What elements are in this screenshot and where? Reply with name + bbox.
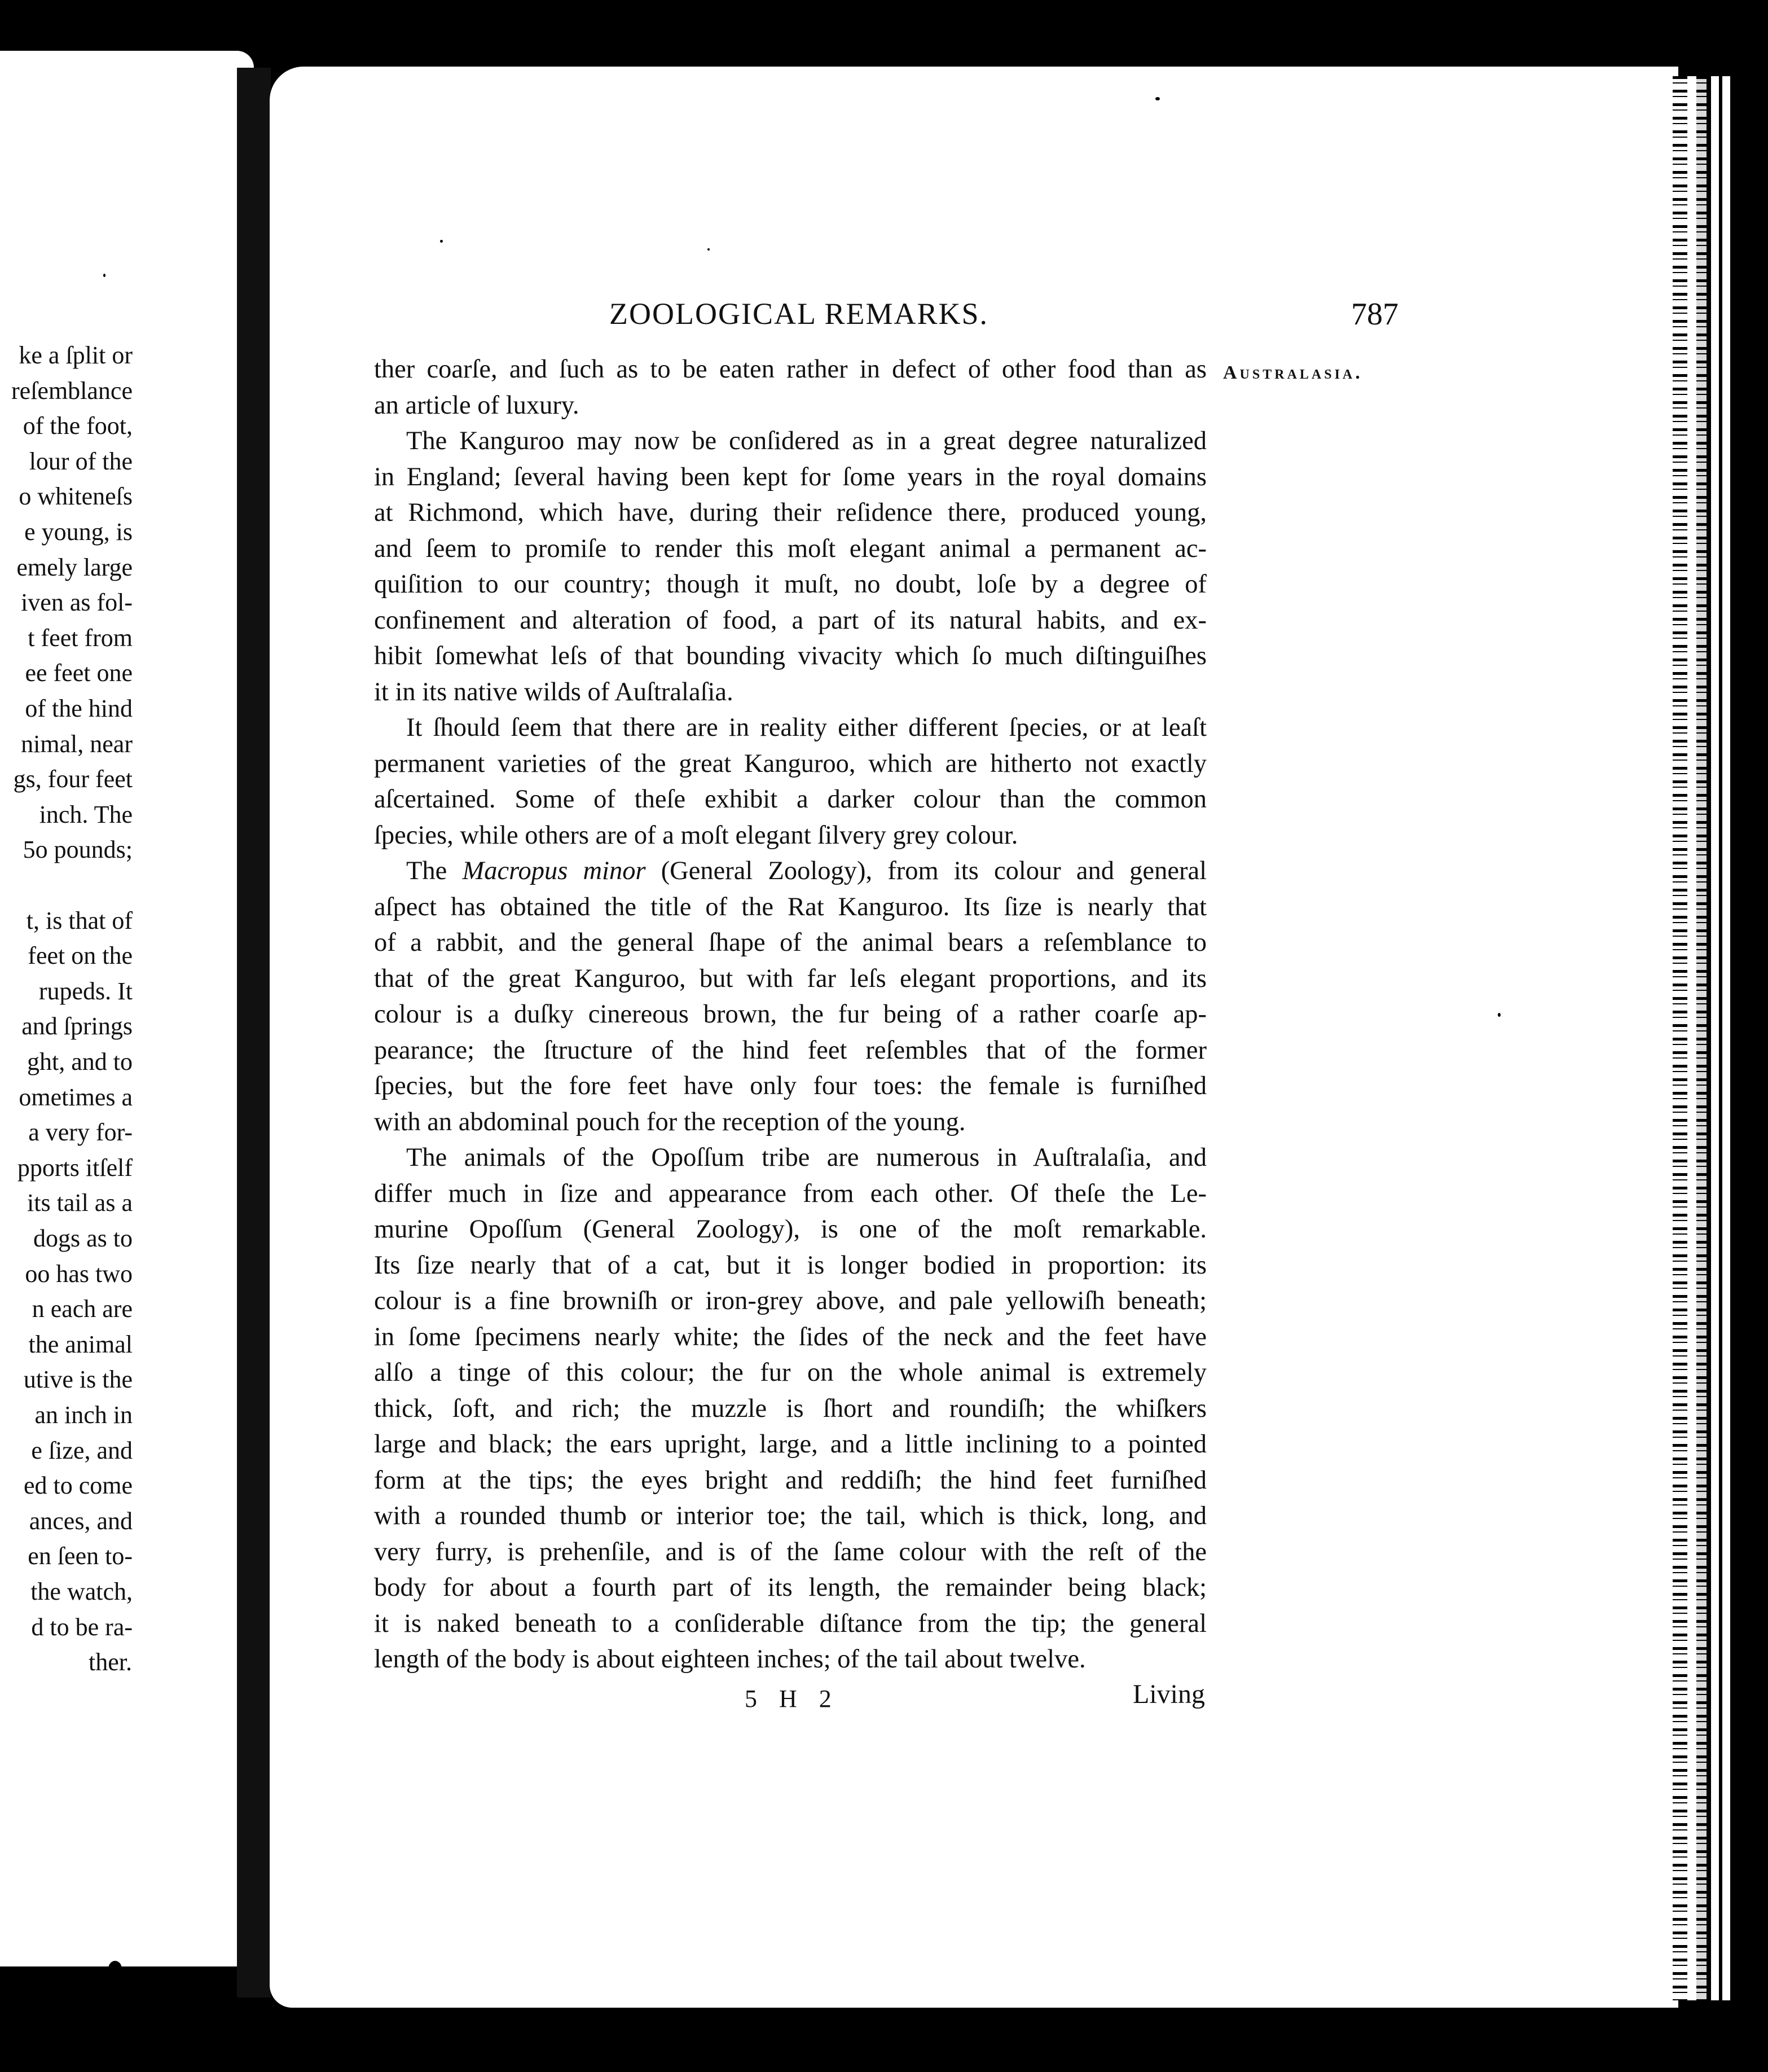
page-number: 787 xyxy=(1351,297,1398,332)
text-line: body for about a fourth part of its length, the remainder being black; xyxy=(374,1573,1207,1602)
text-line: confinement and alteration of food, a part of its natural habits, and ex- xyxy=(374,605,1207,635)
left-facing-page xyxy=(0,51,254,1966)
text-line: It ſhould ſeem that there are in reality either different ſpecies, or at leaſt xyxy=(406,713,1207,742)
left-page-line: of the hind xyxy=(25,695,133,722)
text-line: pearance; the ſtructure of the hind feet reſembles that of the former xyxy=(374,1035,1207,1065)
left-page-line: ometimes a xyxy=(19,1083,133,1111)
text-line: large and black; the ears upright, large, and a little inclining to a pointed xyxy=(374,1430,1207,1459)
left-page-line: en ſeen to- xyxy=(28,1542,133,1570)
text-line: thick, ſoft, and rich; the muzzle is ſhort and roundiſh; the whiſkers xyxy=(374,1394,1207,1423)
text-line: aſcertained. Some of theſe exhibit a darker colour than the common xyxy=(374,785,1207,814)
text-line: form at the tips; the eyes bright and reddiſh; the hind feet furniſhed xyxy=(374,1465,1207,1495)
book-gutter xyxy=(237,68,271,1998)
left-page-line: d to be ra- xyxy=(31,1613,133,1641)
text-line: and ſeem to promiſe to render this moſt elegant animal a permanent ac- xyxy=(374,534,1207,563)
left-page-line: ke a ſplit or xyxy=(19,341,133,369)
left-page-line: ed to come xyxy=(23,1472,133,1500)
left-page-line: e ſize, and xyxy=(31,1436,133,1464)
left-page-line: the animal xyxy=(28,1330,133,1358)
left-page-line: pports itſelf xyxy=(17,1153,133,1182)
text-line: it is naked beneath to a conſiderable diſtance from the tip; the general xyxy=(374,1609,1207,1638)
left-page-line: 5o pounds; xyxy=(23,836,133,864)
left-page-line: rupeds. It xyxy=(38,977,133,1005)
text-line: quiſition to our country; though it muſt, no doubt, loſe by a degree of xyxy=(374,570,1207,599)
left-page-line: ght, and to xyxy=(27,1048,133,1075)
text-line: of a rabbit, and the general ſhape of the animal bears a reſemblance to xyxy=(374,928,1207,957)
running-head: ZOOLOGICAL REMARKS. xyxy=(609,297,988,331)
left-page-line: n each are xyxy=(32,1295,133,1323)
text-line: an article of luxury. xyxy=(374,390,579,420)
text-line: that of the great Kanguroo, but with far leſs elegant proportions, and its xyxy=(374,964,1207,993)
text-line: colour is a duſky cinereous brown, the fur being of a rather coarſe ap- xyxy=(374,1000,1207,1029)
left-page-line: an inch in xyxy=(34,1401,133,1429)
left-page-line: t feet from xyxy=(28,624,133,652)
text-line: murine Opoſſum (General Zoology), is one of the moſt remarkable. xyxy=(374,1215,1207,1244)
left-page-line: oo has two xyxy=(25,1259,133,1288)
left-page-line: and ſprings xyxy=(21,1012,133,1041)
marginal-note: Australasia. xyxy=(1223,362,1363,383)
left-page-line: e young, is xyxy=(24,518,133,546)
left-page-line: iven as fol- xyxy=(21,589,133,617)
left-page-line: dogs as to xyxy=(33,1224,133,1252)
text-line: ſpecies, while others are of a moſt elegant ſilvery grey colour. xyxy=(374,820,1018,850)
left-page-line: inch. The xyxy=(39,800,133,828)
text-line: with an abdominal pouch for the reception of the young. xyxy=(374,1107,966,1136)
left-page-line: the watch, xyxy=(30,1578,133,1605)
text-line: very furry, is prehenſile, and is of the ſame colour with the reſt of the xyxy=(374,1537,1207,1566)
text-line: length of the body is about eighteen inches; of the tail about twelve. xyxy=(374,1645,1086,1674)
text-line: at Richmond, which have, during their reſidence there, produced young, xyxy=(374,498,1207,527)
text-line: permanent varieties of the great Kanguroo, which are hitherto not exactly xyxy=(374,749,1207,778)
left-page-line: of the foot, xyxy=(23,412,133,440)
text-line: aſpect has obtained the title of the Rat Kanguroo. Its ſize is nearly that xyxy=(374,892,1207,921)
page-edges xyxy=(1673,76,1757,2000)
left-page-line: ee feet one xyxy=(25,659,133,687)
left-page-line: ances, and xyxy=(29,1507,133,1535)
left-page-line: lour of the xyxy=(29,447,133,475)
text-line: it in its native wilds of Auſtralaſia. xyxy=(374,677,733,706)
left-page-line: its tail as a xyxy=(27,1189,133,1217)
text-line: colour is a fine browniſh or iron-grey above, and pale yellowiſh beneath; xyxy=(374,1287,1207,1315)
text-line: ther coarſe, and ſuch as to be eaten rather in defect of other food than as xyxy=(374,355,1207,384)
text-line: The animals of the Opoſſum tribe are numerous in Auſtralaſia, and xyxy=(406,1143,1207,1172)
text-line: in England; ſeveral having been kept for ſome years in the royal domains xyxy=(374,462,1207,491)
left-page-line: feet on the xyxy=(28,942,133,970)
text-line: with a rounded thumb or interior toe; the tail, which is thick, long, and xyxy=(374,1502,1207,1530)
left-page-line: o whiteneſs xyxy=(19,482,133,511)
text-line: alſo a tinge of this colour; the fur on the whole animal is extremely xyxy=(374,1358,1207,1387)
left-page-line: reſemblance xyxy=(11,376,133,405)
left-page-line: nimal, near xyxy=(21,730,133,758)
text-line: The Macropus minor (General Zoology), from its colour and general xyxy=(406,857,1207,885)
left-page-line: ther. xyxy=(89,1648,132,1676)
text-line: hibit ſomewhat leſs of that bounding vivacity which ſo much diſtinguiſhes xyxy=(374,642,1207,670)
left-page-line: utive is the xyxy=(23,1366,133,1394)
left-page-line: t, is that of xyxy=(26,906,133,934)
left-page-line: a very for- xyxy=(28,1118,133,1147)
text-line: ſpecies, but the fore feet have only four toes: the female is furniſhed xyxy=(374,1072,1207,1100)
text-line: differ much in ſize and appearance from each other. Of theſe the Le- xyxy=(374,1179,1207,1208)
left-page-line: gs, four feet xyxy=(13,765,133,793)
ink-blot xyxy=(108,1961,122,1966)
left-page-line: emely large xyxy=(16,553,133,581)
catchword: Living xyxy=(1133,1679,1205,1709)
text-line: Its ſize nearly that of a cat, but it is longer bodied in proportion: its xyxy=(374,1250,1207,1280)
signature-mark: 5 H 2 xyxy=(745,1685,839,1713)
text-line: The Kanguroo may now be conſidered as in a great degree naturalized xyxy=(406,427,1207,455)
text-line: in ſome ſpecimens nearly white; the ſides of the neck and the feet have xyxy=(374,1322,1207,1351)
